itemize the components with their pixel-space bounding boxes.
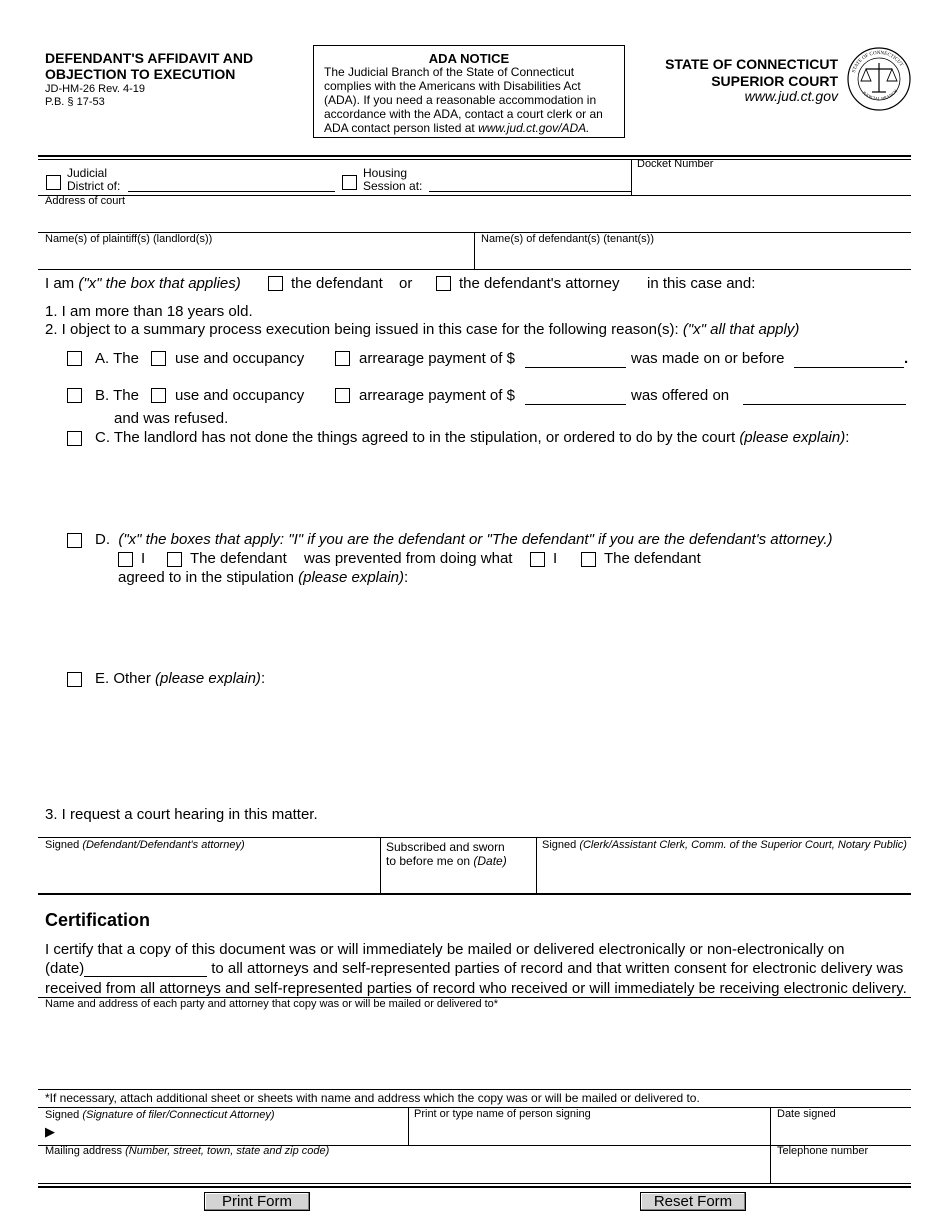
reason-e-instruction: (please explain)	[155, 670, 261, 687]
signed-label-instruction: (Defendant/Defendant's attorney)	[82, 839, 245, 851]
reason-e-label	[95, 670, 265, 687]
defendant-option-label: the defendant	[291, 275, 383, 292]
reason-c-text: C. The landlord has not done the things agreed to in the stipulation, or ordered to do by the court	[95, 429, 740, 446]
item-3: 3. I request a court hearing in this matter.	[45, 806, 318, 823]
reason-d-i-label: I	[141, 550, 146, 567]
form-title-line1: DEFENDANT'S AFFIDAVIT AND	[45, 50, 254, 66]
mailing-address-label	[45, 1145, 329, 1157]
housing-session-label	[363, 167, 422, 193]
reason-b-offered-label: was offered on	[631, 387, 730, 404]
cert-line-2-text: to all attorneys and self-represented parties of record and that written consent for electronic delivery was	[211, 960, 904, 977]
footnote-text: *If necessary, attach additional sheet or sheets with name and address which the copy was or will be mailed or delivered to.	[45, 1091, 700, 1105]
reason-a-use-occupancy-checkbox[interactable]	[151, 351, 166, 366]
mailing-address-instruction: (Number, street, town, state and zip code)	[125, 1145, 330, 1157]
judicial-district-field[interactable]	[128, 191, 335, 192]
clerk-signed-label	[542, 839, 907, 851]
reason-b-label: B. The	[95, 387, 139, 404]
practice-book-ref: P.B. § 17-53	[45, 96, 105, 108]
i-am-instruction: ("x" the box that applies)	[78, 275, 241, 292]
reason-a-checkbox[interactable]	[67, 351, 82, 366]
docket-number-field[interactable]	[632, 170, 910, 194]
address-of-court-label: Address of court	[45, 195, 126, 207]
reason-c-instruction: (please explain)	[739, 429, 846, 446]
sworn-line1: Subscribed and sworn	[386, 840, 505, 854]
reason-e-text: E. Other	[95, 670, 156, 687]
sig-divider-1	[380, 837, 381, 893]
filer-signed-label	[45, 1109, 275, 1121]
rule-top-double-b	[38, 159, 911, 160]
print-name-label: Print or type name of person signing	[414, 1108, 591, 1120]
reason-b-checkbox[interactable]	[67, 388, 82, 403]
ada-line-5-prefix: ADA contact person listed at	[324, 121, 479, 135]
reason-d-defendant2-checkbox[interactable]	[581, 552, 596, 567]
ada-line-3: (ADA). If you need a reasonable accommodation in	[324, 93, 597, 107]
i-am-text: I am	[45, 275, 79, 292]
plaintiff-field[interactable]	[40, 246, 472, 268]
address-of-court-field[interactable]	[40, 208, 910, 232]
reason-b-arrearage-checkbox[interactable]	[335, 388, 350, 403]
reason-d-agreed-instruction: (please explain)	[298, 569, 405, 586]
clerk-signed-text: Signed	[542, 839, 580, 851]
defendant-label: Name(s) of defendant(s) (tenant(s))	[481, 233, 655, 245]
seal-text-top: STATE OF CONNECTICUT	[851, 50, 904, 74]
reason-d-i2-label: I	[553, 550, 558, 567]
judicial-seal-icon	[846, 46, 912, 112]
reason-c-colon: :	[845, 429, 850, 446]
court-heading	[630, 56, 838, 90]
reason-b-amount-field[interactable]	[525, 404, 626, 405]
reason-b-date-field[interactable]	[743, 404, 906, 405]
rule-after-parties	[38, 269, 911, 270]
plaintiff-label: Name(s) of plaintiff(s) (landlord(s))	[45, 233, 213, 245]
sworn-instruction: (Date)	[473, 854, 507, 868]
print-name-field[interactable]	[410, 1122, 768, 1143]
cert-date-field[interactable]	[84, 962, 207, 977]
reason-d-explanation-field[interactable]	[95, 590, 905, 665]
clerk-signature-field[interactable]	[538, 853, 910, 891]
court-name: SUPERIOR COURT	[711, 73, 838, 89]
judicial-line2: District of:	[67, 179, 121, 193]
clerk-signed-instruction: (Clerk/Assistant Clerk, Comm. of the Superior Court, Notary Public)	[579, 839, 907, 851]
website[interactable]: www.jud.ct.gov	[744, 88, 838, 104]
reason-d-i-checkbox[interactable]	[118, 552, 133, 567]
reason-a-date-field[interactable]	[794, 367, 904, 368]
reason-d-agreed	[118, 569, 408, 586]
reason-d-defendant-checkbox[interactable]	[167, 552, 182, 567]
item-2-instruction: ("x" all that apply)	[682, 321, 800, 338]
svg-text:JUDICIAL BRANCH	[862, 88, 899, 102]
judicial-district-label	[67, 167, 120, 193]
rule-bottom-b	[38, 1186, 911, 1188]
reason-c-checkbox[interactable]	[67, 431, 82, 446]
attorney-option-label: the defendant's attorney	[459, 275, 620, 292]
reason-c-label	[95, 429, 849, 446]
sworn-date-field[interactable]	[382, 868, 534, 891]
cert-line-3: received from all attorneys and self-represented parties of record who received or will immediately be receiving electronic delivery.	[45, 980, 907, 997]
rule-footnote	[38, 1089, 911, 1090]
ada-notice-text	[324, 65, 616, 135]
defendant-checkbox[interactable]	[268, 276, 283, 291]
cert-date-prefix: (date)	[45, 960, 85, 977]
judicial-line1: Judicial	[67, 166, 108, 180]
reason-b-use-occupancy-label: use and occupancy	[175, 387, 305, 404]
reason-b-use-occupancy-checkbox[interactable]	[151, 388, 166, 403]
telephone-label: Telephone number	[777, 1145, 869, 1157]
ada-line-2: complies with the Americans with Disabilities Act	[324, 79, 581, 93]
mailing-address-text: Mailing address	[45, 1145, 126, 1157]
in-this-case-text: in this case and:	[647, 275, 756, 292]
form-number: JD-HM-26 Rev. 4-19	[45, 83, 146, 95]
state-name: STATE OF CONNECTICUT	[665, 56, 838, 72]
judicial-district-checkbox[interactable]	[46, 175, 61, 190]
attorney-checkbox[interactable]	[436, 276, 451, 291]
reason-e-colon: :	[260, 670, 266, 687]
reason-a-arrearage-checkbox[interactable]	[335, 351, 350, 366]
form-title-line2: OBJECTION TO EXECUTION	[45, 66, 236, 82]
parties-divider	[474, 232, 475, 269]
certification-heading: Certification	[45, 910, 151, 930]
rule-top-double-a	[38, 155, 911, 157]
reason-d-letter: D.	[95, 531, 110, 548]
reason-d-checkbox[interactable]	[67, 533, 82, 548]
rule-sig-top	[38, 837, 911, 838]
ada-title: ADA NOTICE	[428, 51, 510, 66]
reason-e-checkbox[interactable]	[67, 672, 82, 687]
ada-line-5	[324, 121, 616, 135]
housing-session-field[interactable]	[429, 191, 631, 192]
sworn-line2: to before me on	[386, 854, 474, 868]
mailing-address-field[interactable]	[40, 1159, 766, 1181]
rule-bottom-a	[38, 1183, 911, 1184]
form-title	[45, 50, 253, 82]
reason-a-use-occupancy-label: use and occupancy	[175, 350, 305, 367]
reason-a-period: .	[904, 350, 909, 367]
reason-a-amount-field[interactable]	[525, 367, 626, 368]
reason-a-label: A. The	[95, 350, 139, 367]
signed-label	[45, 839, 245, 851]
filer-signed-instruction: (Signature of filer/Connecticut Attorney)	[82, 1109, 275, 1121]
cert-line-1: I certify that a copy of this document was or will immediately be mailed or delivered electronically or non-electronically on	[45, 941, 845, 958]
names-addresses-label: Name and address of each party and attorney that copy was or will be mailed or delivered to*	[45, 998, 499, 1010]
rule-sig-bottom	[38, 893, 911, 895]
reason-d-prevented: was prevented from doing what	[304, 550, 513, 567]
date-signed-field[interactable]	[772, 1122, 910, 1143]
reason-d-agreed-text: agreed to in the stipulation	[118, 569, 299, 586]
filer-signed-text: Signed	[45, 1109, 83, 1121]
reason-c-explanation-field[interactable]	[95, 450, 905, 525]
reason-b-refused: and was refused.	[114, 410, 229, 427]
item-1: 1. I am more than 18 years old.	[45, 303, 253, 320]
reason-d-instruction: ("x" the boxes that apply: "I" if you are the defendant or "The defendant" if you are the defendant's attorney.)	[118, 531, 833, 548]
signed-label-text: Signed	[45, 839, 83, 851]
i-am-prefix	[45, 275, 241, 292]
rule-address	[38, 195, 911, 196]
sign-here-arrow-icon: ▶	[45, 1124, 55, 1139]
or-text: or	[399, 275, 413, 292]
ada-line-1: The Judicial Branch of the State of Connecticut	[324, 65, 575, 79]
housing-line1: Housing	[363, 166, 408, 180]
filer-signature-field[interactable]	[62, 1122, 404, 1143]
date-signed-label: Date signed	[777, 1108, 836, 1120]
reason-a-arrearage-label: arrearage payment of $	[359, 350, 515, 367]
reason-a-made-label: was made on or before	[631, 350, 785, 367]
telephone-field[interactable]	[772, 1159, 910, 1181]
sworn-label	[386, 840, 507, 868]
reason-d-i2-checkbox[interactable]	[530, 552, 545, 567]
reason-d-defendant-label: The defendant	[190, 550, 287, 567]
ada-link[interactable]: www.jud.ct.gov/ADA.	[478, 121, 590, 135]
reason-e-explanation-field[interactable]	[95, 692, 905, 797]
defendant-signature-field[interactable]	[40, 853, 378, 891]
item-2	[45, 321, 799, 338]
sig-divider-2	[536, 837, 537, 893]
filer-divider-1	[408, 1107, 409, 1145]
seal-text-bottom: JUDICIAL BRANCH	[861, 88, 899, 102]
ada-line-4: accordance with the ADA, contact a court clerk or an	[324, 107, 603, 121]
housing-line2: Session at:	[363, 179, 423, 193]
docket-number-label: Docket Number	[637, 158, 714, 170]
defendant-field[interactable]	[476, 246, 910, 268]
names-addresses-field[interactable]	[40, 1012, 910, 1087]
reason-b-arrearage-label: arrearage payment of $	[359, 387, 515, 404]
reason-d-label	[95, 531, 832, 548]
reason-d-defendant2-label: The defendant	[604, 550, 701, 567]
reason-d-colon: :	[404, 569, 409, 586]
item-2-text: 2. I object to a summary process execution being issued in this case for the following reason(s):	[45, 321, 683, 338]
print-form-button[interactable]: Print Form	[204, 1192, 310, 1211]
housing-session-checkbox[interactable]	[342, 175, 357, 190]
reset-form-button[interactable]: Reset Form	[640, 1192, 746, 1211]
cert-line-2	[45, 960, 903, 977]
